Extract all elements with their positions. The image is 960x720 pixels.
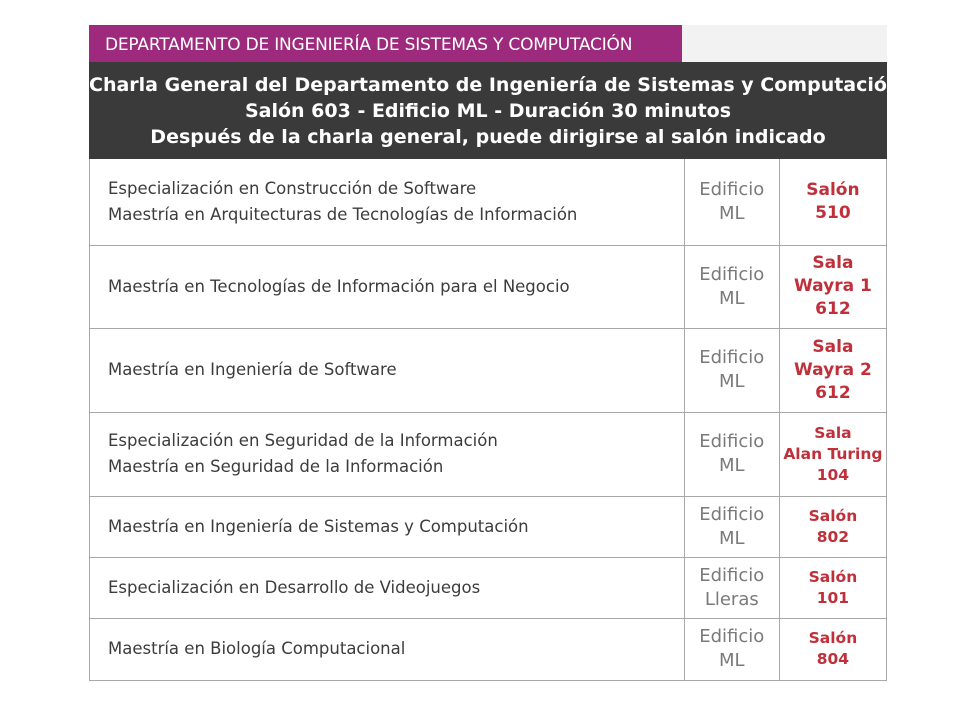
banner-location: Salón 603 - Edificio ML - Duración 30 minutos	[244, 100, 732, 122]
room-number: 101	[816, 588, 850, 607]
room-number: 802	[816, 527, 850, 546]
program-cell	[90, 328, 685, 412]
room-type: Salón	[806, 179, 860, 200]
table-row	[90, 412, 887, 496]
room-type: Sala	[812, 336, 854, 357]
header-tab-backdrop	[682, 25, 887, 62]
program-name: Maestría en Ingeniería de Software	[108, 360, 397, 379]
room-number: 510	[815, 202, 851, 223]
building-name: ML	[719, 371, 745, 392]
room-name: Wayra 1	[794, 276, 872, 296]
room-cell	[779, 412, 886, 496]
building-name: Lleras	[704, 588, 759, 610]
program-name: Maestría en Seguridad de la Información	[108, 457, 444, 476]
program-name: Especialización en Seguridad de la Información	[108, 431, 498, 450]
program-cell	[90, 412, 685, 496]
building-name: ML	[719, 202, 745, 224]
program-cell	[90, 496, 685, 557]
building-cell	[684, 557, 779, 618]
building-label: Edificio	[699, 263, 765, 285]
building-label: Edificio	[699, 503, 765, 525]
room-number: 612	[815, 382, 851, 403]
room-cell	[779, 557, 886, 618]
room-type: Sala	[814, 423, 852, 442]
room-cell	[779, 618, 886, 680]
table-row	[90, 159, 887, 245]
room-type: Salón	[808, 629, 858, 647]
program-name: Especialización en Desarrollo de Videojuegos	[108, 577, 481, 597]
building-name: ML	[719, 650, 745, 671]
program-name: Maestría en Biología Computacional	[108, 639, 406, 658]
program-name: Especialización en Construcción de Software	[108, 178, 477, 198]
building-cell	[684, 328, 779, 412]
table-row	[90, 618, 887, 680]
building-cell	[684, 496, 779, 557]
table-row	[90, 245, 887, 328]
banner-title: Charla General del Departamento de Ingeniería de Sistemas y Computación	[89, 74, 901, 96]
program-cell	[90, 159, 685, 245]
program-name: Maestría en Ingeniería de Sistemas y Computación	[108, 516, 529, 536]
program-name: Maestría en Tecnologías de Información para el Negocio	[108, 276, 570, 296]
building-label: Edificio	[699, 178, 765, 200]
banner-instructions: Después de la charla general, puede dirigirse al salón indicado	[150, 126, 826, 148]
program-name: Maestría en Arquitecturas de Tecnologías de Información	[108, 204, 578, 224]
room-type: Sala	[812, 253, 854, 273]
building-name: ML	[719, 287, 745, 309]
room-type: Salón	[808, 567, 858, 586]
building-name: ML	[719, 455, 745, 476]
program-cell	[90, 557, 685, 618]
table-row	[90, 328, 887, 412]
building-cell	[684, 159, 779, 245]
building-name: ML	[719, 527, 745, 549]
table-row	[90, 496, 887, 557]
program-room-table	[89, 159, 887, 681]
room-cell	[779, 159, 886, 245]
building-label: Edificio	[699, 347, 765, 368]
building-cell	[684, 412, 779, 496]
building-cell	[684, 245, 779, 328]
room-number: 804	[816, 650, 850, 668]
building-cell	[684, 618, 779, 680]
room-cell	[779, 496, 886, 557]
building-label: Edificio	[699, 564, 765, 586]
building-label: Edificio	[699, 431, 765, 452]
room-name: Alan Turing	[783, 444, 883, 463]
room-number: 612	[815, 299, 851, 319]
building-label: Edificio	[699, 626, 765, 647]
room-cell	[779, 328, 886, 412]
general-talk-banner	[89, 62, 901, 159]
program-cell	[90, 245, 685, 328]
room-cell	[779, 245, 886, 328]
room-name: Wayra 2	[794, 359, 872, 380]
table-row	[90, 557, 887, 618]
room-type: Salón	[808, 506, 858, 525]
room-number: 104	[816, 465, 850, 484]
program-cell	[90, 618, 685, 680]
department-tab: DEPARTAMENTO DE INGENIERÍA DE SISTEMAS Y COMPUTACIÓN	[89, 25, 682, 62]
